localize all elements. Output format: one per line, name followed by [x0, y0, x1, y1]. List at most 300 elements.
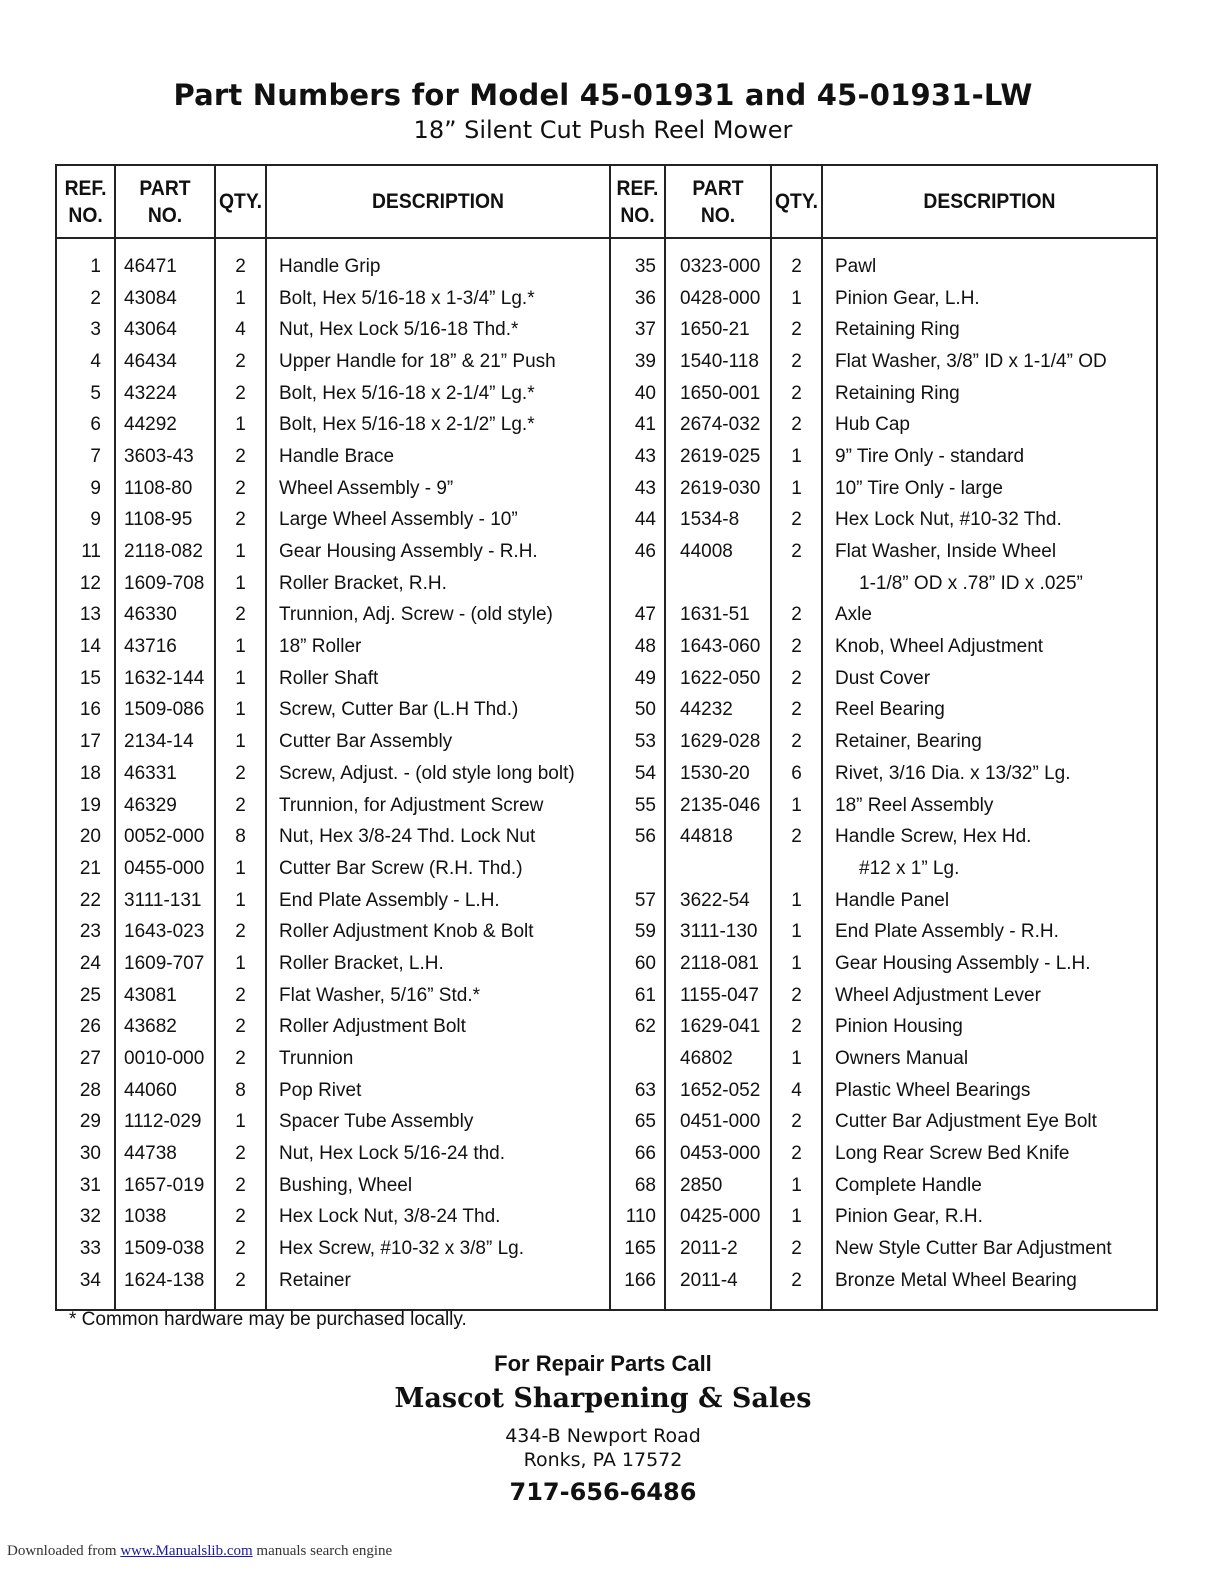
left-ref-no-cell: 32 — [57, 1202, 115, 1234]
right-part-no-cell: 3111-130 — [665, 916, 771, 948]
left-part-no-cell: 1609-707 — [115, 948, 215, 980]
download-suffix: manuals search engine — [252, 1543, 393, 1559]
left-description-cell: Trunnion, for Adjustment Screw — [266, 790, 610, 822]
left-qty-cell: 1 — [215, 536, 266, 568]
right-ref-no-cell: 39 — [610, 346, 665, 378]
right-part-no-cell: 0451-000 — [665, 1107, 771, 1139]
right-ref-no-cell: 43 — [610, 473, 665, 505]
left-description-cell: Nut, Hex Lock 5/16-18 Thd.* — [266, 314, 610, 346]
right-description-cell: Handle Screw, Hex Hd. — [835, 826, 1032, 848]
left-ref-no-cell: 31 — [57, 1170, 115, 1202]
right-qty-cell: 1 — [771, 1170, 822, 1202]
left-ref-no-cell: 27 — [57, 1043, 115, 1075]
left-ref-no-cell: 23 — [57, 916, 115, 948]
left-qty-cell: 2 — [215, 1202, 266, 1234]
left-ref-no-cell: 24 — [57, 948, 115, 980]
table-row — [57, 1138, 1156, 1170]
right-description-cell: Plastic Wheel Bearings — [835, 1079, 1031, 1101]
right-qty-cell — [771, 568, 822, 600]
right-description-cell: New Style Cutter Bar Adjustment — [835, 1238, 1112, 1260]
table-row — [57, 568, 1156, 600]
right-qty-cell: 1 — [771, 441, 822, 473]
table-row — [57, 441, 1156, 473]
right-qty-cell: 2 — [771, 346, 822, 378]
left-ref-no-cell: 21 — [57, 853, 115, 885]
right-description-cell: Rivet, 3/16 Dia. x 13/32” Lg. — [835, 762, 1071, 784]
header-ref-no: REF. NO. — [612, 166, 663, 238]
right-part-no-cell: 44008 — [665, 536, 771, 568]
right-qty-cell: 2 — [771, 409, 822, 441]
right-ref-no-cell: 57 — [610, 885, 665, 917]
right-ref-no-cell: 68 — [610, 1170, 665, 1202]
left-qty-cell: 2 — [215, 1012, 266, 1044]
left-part-no-cell: 0052-000 — [115, 821, 215, 853]
left-part-no-cell: 43081 — [115, 980, 215, 1012]
left-ref-no-cell: 22 — [57, 885, 115, 917]
right-description-cell: Pinion Gear, R.H. — [835, 1206, 983, 1228]
address-line-2: Ronks, PA 17572 — [523, 1449, 683, 1471]
left-part-no-cell: 44292 — [115, 409, 215, 441]
left-ref-no-cell: 29 — [57, 1107, 115, 1139]
left-qty-cell: 2 — [215, 916, 266, 948]
table-row — [57, 1265, 1156, 1309]
right-part-no-cell — [665, 568, 771, 600]
right-description-cell: Retaining Ring — [835, 319, 960, 341]
left-part-no-cell: 1108-80 — [115, 473, 215, 505]
right-ref-no-cell — [610, 853, 665, 885]
right-part-no-cell: 2619-025 — [665, 441, 771, 473]
right-ref-no-cell: 55 — [610, 790, 665, 822]
header-description: DESCRIPTION — [280, 166, 596, 238]
address-line-1: 434-B Newport Road — [505, 1425, 701, 1447]
left-part-no-cell: 1624-138 — [115, 1265, 215, 1309]
right-qty-cell: 1 — [771, 948, 822, 980]
right-ref-no-cell: 53 — [610, 726, 665, 758]
left-ref-no-cell: 15 — [57, 663, 115, 695]
right-ref-no-cell: 166 — [610, 1265, 665, 1309]
right-ref-no-cell: 43 — [610, 441, 665, 473]
left-qty-cell: 2 — [215, 1043, 266, 1075]
right-ref-no-cell: 50 — [610, 695, 665, 727]
left-ref-no-cell: 11 — [57, 536, 115, 568]
right-qty-cell: 1 — [771, 1202, 822, 1234]
left-qty-cell: 8 — [215, 1075, 266, 1107]
left-description-cell: Roller Bracket, L.H. — [266, 948, 610, 980]
right-part-no-cell: 1629-028 — [665, 726, 771, 758]
phone-number: 717-656-6486 — [509, 1478, 697, 1506]
manualslib-link[interactable]: www.Manualslib.com — [120, 1543, 253, 1559]
right-description-cell: Pinion Gear, L.H. — [835, 287, 980, 309]
table-row — [57, 600, 1156, 632]
right-qty-cell: 2 — [771, 505, 822, 537]
left-description-cell: Spacer Tube Assembly — [266, 1107, 610, 1139]
left-description-cell: Handle Brace — [266, 441, 610, 473]
table-row — [57, 1075, 1156, 1107]
right-qty-cell: 2 — [771, 663, 822, 695]
right-part-no-cell: 2850 — [665, 1170, 771, 1202]
left-description-cell: Flat Washer, 5/16” Std.* — [266, 980, 610, 1012]
right-ref-no-cell: 65 — [610, 1107, 665, 1139]
left-qty-cell: 2 — [215, 473, 266, 505]
left-part-no-cell: 0455-000 — [115, 853, 215, 885]
right-description-cell: Gear Housing Assembly - L.H. — [835, 952, 1091, 974]
right-part-no-cell: 1629-041 — [665, 1012, 771, 1044]
left-description-cell: Bushing, Wheel — [266, 1170, 610, 1202]
right-qty-cell: 1 — [771, 885, 822, 917]
left-description-cell: Handle Grip — [266, 238, 610, 283]
left-description-cell: Roller Adjustment Knob & Bolt — [266, 916, 610, 948]
right-description-cell: Hex Lock Nut, #10-32 Thd. — [835, 509, 1062, 531]
right-description-cell: Wheel Adjustment Lever — [835, 984, 1041, 1006]
left-description-cell: End Plate Assembly - L.H. — [266, 885, 610, 917]
right-description-cell: Retaining Ring — [835, 382, 960, 404]
left-ref-no-cell: 13 — [57, 600, 115, 632]
right-qty-cell: 1 — [771, 790, 822, 822]
left-description-cell: Hex Screw, #10-32 x 3/8” Lg. — [266, 1233, 610, 1265]
right-ref-no-cell: 40 — [610, 378, 665, 410]
left-qty-cell: 2 — [215, 1138, 266, 1170]
right-part-no-cell: 1643-060 — [665, 631, 771, 663]
left-part-no-cell: 1509-038 — [115, 1233, 215, 1265]
left-description-cell: Trunnion — [266, 1043, 610, 1075]
left-ref-no-cell: 19 — [57, 790, 115, 822]
left-qty-cell: 1 — [215, 853, 266, 885]
left-description-cell: Gear Housing Assembly - R.H. — [266, 536, 610, 568]
right-description-cell: End Plate Assembly - R.H. — [835, 921, 1059, 943]
left-ref-no-cell: 6 — [57, 409, 115, 441]
left-part-no-cell: 1657-019 — [115, 1170, 215, 1202]
left-ref-no-cell: 12 — [57, 568, 115, 600]
table-row — [57, 1233, 1156, 1265]
right-part-no-cell: 2011-4 — [665, 1265, 771, 1309]
left-qty-cell: 2 — [215, 600, 266, 632]
header-ref-no: REF. NO. — [59, 166, 112, 238]
left-part-no-cell: 43064 — [115, 314, 215, 346]
right-part-no-cell: 2674-032 — [665, 409, 771, 441]
table-row — [57, 505, 1156, 537]
right-ref-no-cell: 110 — [610, 1202, 665, 1234]
left-part-no-cell: 3111-131 — [115, 885, 215, 917]
left-ref-no-cell: 25 — [57, 980, 115, 1012]
header-qty: QTY. — [773, 166, 820, 238]
table-row — [57, 695, 1156, 727]
parts-table — [55, 164, 1158, 1311]
right-qty-cell: 1 — [771, 283, 822, 315]
table-row — [57, 790, 1156, 822]
table-row — [57, 1012, 1156, 1044]
parts-table-body — [57, 238, 1156, 1309]
right-part-no-cell: 2619-030 — [665, 473, 771, 505]
right-part-no-cell: 1631-51 — [665, 600, 771, 632]
table-row — [57, 536, 1156, 568]
left-part-no-cell: 1609-708 — [115, 568, 215, 600]
left-ref-no-cell: 26 — [57, 1012, 115, 1044]
right-part-no-cell: 1622-050 — [665, 663, 771, 695]
right-description-cell: 9” Tire Only - standard — [835, 445, 1025, 467]
left-description-cell: Cutter Bar Screw (R.H. Thd.) — [266, 853, 610, 885]
right-part-no-cell: 44818 — [665, 821, 771, 853]
right-qty-cell: 2 — [771, 378, 822, 410]
left-part-no-cell: 2118-082 — [115, 536, 215, 568]
table-row — [57, 409, 1156, 441]
table-row — [57, 238, 1156, 283]
table-row — [57, 916, 1156, 948]
table-row — [57, 346, 1156, 378]
header-description: DESCRIPTION — [835, 166, 1142, 238]
table-row — [57, 885, 1156, 917]
left-qty-cell: 2 — [215, 378, 266, 410]
left-ref-no-cell: 14 — [57, 631, 115, 663]
right-description-cell: Complete Handle — [835, 1174, 982, 1196]
left-qty-cell: 1 — [215, 948, 266, 980]
right-qty-cell: 2 — [771, 1265, 822, 1309]
header-part-no: PART NO. — [119, 166, 211, 238]
right-description-cell: Axle — [835, 604, 872, 626]
left-qty-cell: 8 — [215, 821, 266, 853]
right-description-cell: 10” Tire Only - large — [835, 477, 1003, 499]
right-description-cell: Bronze Metal Wheel Bearing — [835, 1269, 1077, 1291]
left-part-no-cell: 44738 — [115, 1138, 215, 1170]
left-part-no-cell: 1632-144 — [115, 663, 215, 695]
left-part-no-cell: 43682 — [115, 1012, 215, 1044]
table-header-row — [57, 166, 1156, 238]
right-part-no-cell: 0453-000 — [665, 1138, 771, 1170]
left-part-no-cell: 1112-029 — [115, 1107, 215, 1139]
right-description-cell: Reel Bearing — [835, 699, 945, 721]
left-qty-cell: 1 — [215, 695, 266, 727]
right-qty-cell: 1 — [771, 1043, 822, 1075]
left-qty-cell: 2 — [215, 238, 266, 283]
right-ref-no-cell: 48 — [610, 631, 665, 663]
page-title: Part Numbers for Model 45-01931 and 45-01931-LW — [173, 78, 1033, 112]
right-qty-cell: 2 — [771, 536, 822, 568]
left-description-cell: 18” Roller — [266, 631, 610, 663]
right-qty-cell — [771, 853, 822, 885]
left-description-cell: Roller Bracket, R.H. — [266, 568, 610, 600]
right-ref-no-cell: 47 — [610, 600, 665, 632]
left-qty-cell: 2 — [215, 441, 266, 473]
left-description-cell: Large Wheel Assembly - 10” — [266, 505, 610, 537]
left-description-cell: Pop Rivet — [266, 1075, 610, 1107]
left-ref-no-cell: 33 — [57, 1233, 115, 1265]
left-ref-no-cell: 5 — [57, 378, 115, 410]
right-part-no-cell: 2135-046 — [665, 790, 771, 822]
right-part-no-cell — [665, 853, 771, 885]
right-part-no-cell: 3622-54 — [665, 885, 771, 917]
left-description-cell: Wheel Assembly - 9” — [266, 473, 610, 505]
left-ref-no-cell: 9 — [57, 505, 115, 537]
company-name: Mascot Sharpening & Sales — [394, 1383, 812, 1414]
left-qty-cell: 2 — [215, 980, 266, 1012]
right-ref-no-cell: 56 — [610, 821, 665, 853]
table-row — [57, 853, 1156, 885]
left-ref-no-cell: 3 — [57, 314, 115, 346]
right-qty-cell: 2 — [771, 1012, 822, 1044]
right-qty-cell: 2 — [771, 314, 822, 346]
left-qty-cell: 2 — [215, 346, 266, 378]
left-qty-cell: 1 — [215, 885, 266, 917]
right-part-no-cell: 0428-000 — [665, 283, 771, 315]
right-description-cell: Hub Cap — [835, 414, 910, 436]
right-qty-cell: 2 — [771, 980, 822, 1012]
left-ref-no-cell: 7 — [57, 441, 115, 473]
right-part-no-cell: 1530-20 — [665, 758, 771, 790]
left-part-no-cell: 43084 — [115, 283, 215, 315]
table-row — [57, 631, 1156, 663]
left-qty-cell: 2 — [215, 758, 266, 790]
right-ref-no-cell: 66 — [610, 1138, 665, 1170]
left-ref-no-cell: 30 — [57, 1138, 115, 1170]
table-row — [57, 980, 1156, 1012]
right-description-cell: Retainer, Bearing — [835, 731, 982, 753]
right-ref-no-cell: 63 — [610, 1075, 665, 1107]
table-row — [57, 1170, 1156, 1202]
right-part-no-cell: 44232 — [665, 695, 771, 727]
right-qty-cell: 2 — [771, 1107, 822, 1139]
left-ref-no-cell: 18 — [57, 758, 115, 790]
right-ref-no-cell: 61 — [610, 980, 665, 1012]
left-qty-cell: 1 — [215, 631, 266, 663]
left-description-cell: Trunnion, Adj. Screw - (old style) — [266, 600, 610, 632]
table-row — [57, 726, 1156, 758]
left-ref-no-cell: 4 — [57, 346, 115, 378]
footnote: * Common hardware may be purchased locally. — [69, 1309, 467, 1330]
left-description-cell: Cutter Bar Assembly — [266, 726, 610, 758]
right-part-no-cell: 1540-118 — [665, 346, 771, 378]
right-part-no-cell: 1534-8 — [665, 505, 771, 537]
left-ref-no-cell: 16 — [57, 695, 115, 727]
right-part-no-cell: 1650-21 — [665, 314, 771, 346]
right-ref-no-cell: 35 — [610, 238, 665, 283]
right-description-cell: Pinion Housing — [835, 1016, 963, 1038]
right-qty-cell: 2 — [771, 631, 822, 663]
left-qty-cell: 2 — [215, 1170, 266, 1202]
left-part-no-cell: 1038 — [115, 1202, 215, 1234]
table-row — [57, 1107, 1156, 1139]
left-qty-cell: 1 — [215, 283, 266, 315]
left-part-no-cell: 2134-14 — [115, 726, 215, 758]
left-ref-no-cell: 2 — [57, 283, 115, 315]
left-part-no-cell: 46434 — [115, 346, 215, 378]
left-part-no-cell: 1643-023 — [115, 916, 215, 948]
right-description-cell: #12 x 1” Lg. — [859, 857, 960, 879]
left-qty-cell: 1 — [215, 1107, 266, 1139]
right-ref-no-cell — [610, 568, 665, 600]
table-row — [57, 378, 1156, 410]
left-part-no-cell: 46329 — [115, 790, 215, 822]
left-part-no-cell: 46471 — [115, 238, 215, 283]
right-qty-cell: 1 — [771, 916, 822, 948]
left-qty-cell: 2 — [215, 505, 266, 537]
left-qty-cell: 4 — [215, 314, 266, 346]
table-row — [57, 1202, 1156, 1234]
right-qty-cell: 4 — [771, 1075, 822, 1107]
left-part-no-cell: 3603-43 — [115, 441, 215, 473]
right-part-no-cell: 46802 — [665, 1043, 771, 1075]
left-ref-no-cell: 20 — [57, 821, 115, 853]
right-qty-cell: 2 — [771, 821, 822, 853]
right-ref-no-cell: 44 — [610, 505, 665, 537]
left-description-cell: Bolt, Hex 5/16-18 x 2-1/4” Lg.* — [266, 378, 610, 410]
right-description-cell: Flat Washer, 3/8” ID x 1-1/4” OD — [835, 350, 1107, 372]
right-part-no-cell: 0425-000 — [665, 1202, 771, 1234]
right-part-no-cell: 1650-001 — [665, 378, 771, 410]
right-ref-no-cell: 54 — [610, 758, 665, 790]
left-part-no-cell: 46331 — [115, 758, 215, 790]
left-qty-cell: 1 — [215, 568, 266, 600]
table-row — [57, 663, 1156, 695]
left-ref-no-cell: 34 — [57, 1265, 115, 1309]
left-description-cell: Hex Lock Nut, 3/8-24 Thd. — [266, 1202, 610, 1234]
table-row — [57, 473, 1156, 505]
right-description-cell: Long Rear Screw Bed Knife — [835, 1143, 1070, 1165]
left-description-cell: Nut, Hex 3/8-24 Thd. Lock Nut — [266, 821, 610, 853]
right-part-no-cell: 1652-052 — [665, 1075, 771, 1107]
right-ref-no-cell: 37 — [610, 314, 665, 346]
right-description-cell: Dust Cover — [835, 667, 931, 689]
left-description-cell: Nut, Hex Lock 5/16-24 thd. — [266, 1138, 610, 1170]
right-ref-no-cell: 62 — [610, 1012, 665, 1044]
right-ref-no-cell: 60 — [610, 948, 665, 980]
right-qty-cell: 6 — [771, 758, 822, 790]
right-ref-no-cell: 36 — [610, 283, 665, 315]
left-part-no-cell: 1509-086 — [115, 695, 215, 727]
right-ref-no-cell: 41 — [610, 409, 665, 441]
right-ref-no-cell: 165 — [610, 1233, 665, 1265]
left-part-no-cell: 43716 — [115, 631, 215, 663]
left-ref-no-cell: 17 — [57, 726, 115, 758]
table-row — [57, 1043, 1156, 1075]
left-part-no-cell: 43224 — [115, 378, 215, 410]
right-description-cell: 1-1/8” OD x .78” ID x .025” — [859, 572, 1083, 594]
table-row — [57, 758, 1156, 790]
right-qty-cell: 2 — [771, 238, 822, 283]
right-description-cell: Pawl — [835, 255, 877, 277]
left-qty-cell: 2 — [215, 1265, 266, 1309]
right-description-cell: Cutter Bar Adjustment Eye Bolt — [835, 1111, 1097, 1133]
right-part-no-cell: 1155-047 — [665, 980, 771, 1012]
repair-heading: For Repair Parts Call — [494, 1351, 712, 1376]
right-qty-cell: 1 — [771, 473, 822, 505]
right-part-no-cell: 0323-000 — [665, 238, 771, 283]
left-description-cell: Upper Handle for 18” & 21” Push — [266, 346, 610, 378]
right-part-no-cell: 2011-2 — [665, 1233, 771, 1265]
right-description-cell: Flat Washer, Inside Wheel — [835, 541, 1057, 563]
left-qty-cell: 2 — [215, 1233, 266, 1265]
right-ref-no-cell: 49 — [610, 663, 665, 695]
left-qty-cell: 1 — [215, 409, 266, 441]
left-description-cell: Bolt, Hex 5/16-18 x 2-1/2” Lg.* — [266, 409, 610, 441]
left-ref-no-cell: 9 — [57, 473, 115, 505]
right-part-no-cell: 2118-081 — [665, 948, 771, 980]
left-qty-cell: 1 — [215, 663, 266, 695]
page-subtitle: 18” Silent Cut Push Reel Mower — [413, 116, 793, 144]
right-description-cell: Owners Manual — [835, 1048, 969, 1070]
right-ref-no-cell — [610, 1043, 665, 1075]
table-row — [57, 283, 1156, 315]
right-description-cell: Knob, Wheel Adjustment — [835, 636, 1044, 658]
right-ref-no-cell: 46 — [610, 536, 665, 568]
left-part-no-cell: 46330 — [115, 600, 215, 632]
table-row — [57, 314, 1156, 346]
table-row — [57, 948, 1156, 980]
left-part-no-cell: 0010-000 — [115, 1043, 215, 1075]
right-qty-cell: 2 — [771, 1138, 822, 1170]
header-part-no: PART NO. — [669, 166, 767, 238]
right-qty-cell: 2 — [771, 695, 822, 727]
left-qty-cell: 1 — [215, 726, 266, 758]
right-ref-no-cell: 59 — [610, 916, 665, 948]
